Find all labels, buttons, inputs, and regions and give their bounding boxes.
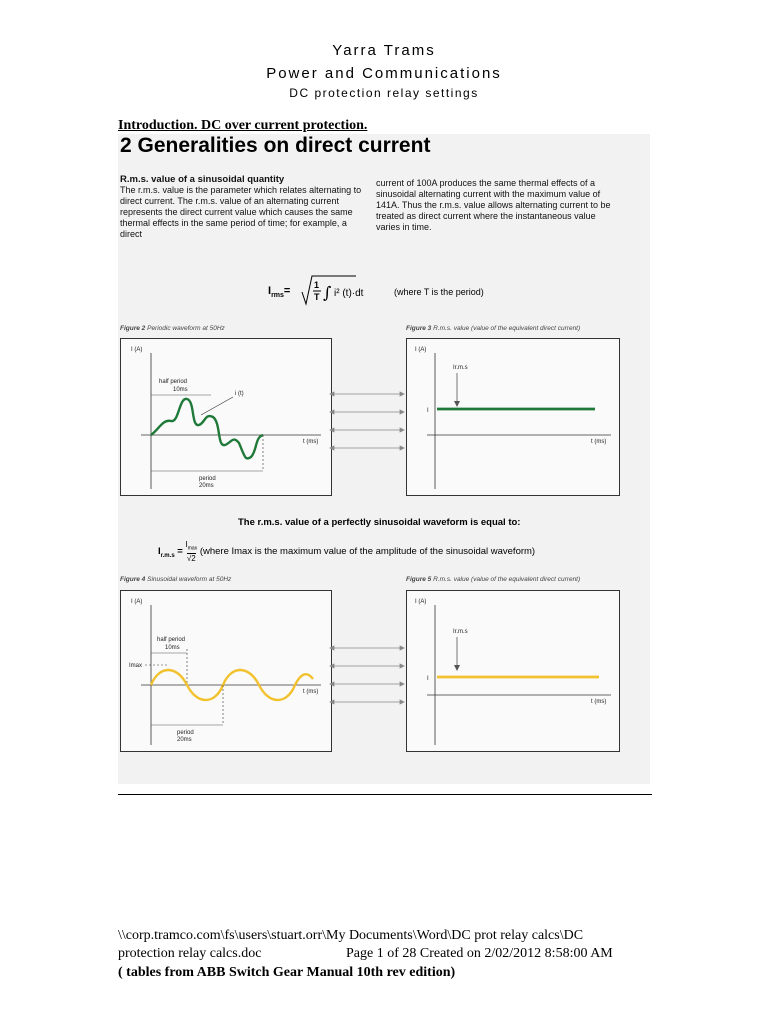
svg-text:Irms=: $I_{rms}=$ <box>268 285 291 299</box>
svg-text:i² (t)·dt: i² (t)·dt <box>334 288 364 299</box>
rms-sentence: The r.m.s. value of a perfectly sinusoidal waveform is equal to: <box>238 517 521 528</box>
footer-page-info <box>118 946 678 962</box>
half-period-value: 10ms <box>165 645 180 651</box>
left-paragraph: The r.m.s. value is the parameter which relates alternating to direct current. The r.m.s. value of an alternating current represents the direct current value which causes the same thermal effects in the same period of time; for example, a direct <box>120 185 362 239</box>
period-label: period <box>199 476 216 482</box>
intro-heading: Introduction. DC over current protection. <box>118 118 368 133</box>
rms-equivalent-plot-yellow <box>406 590 620 752</box>
figure-4-caption: Figure 4 Sinusoidal waveform at 50Hz <box>120 576 232 583</box>
y-axis-label: I (A) <box>131 347 143 353</box>
x-axis-label: t (ms) <box>591 439 607 445</box>
svg-text:∫: ∫ <box>323 283 332 302</box>
footer-page-created: Page 1 of 28 Created on 2/02/2012 8:58:00 AM <box>346 946 613 961</box>
right-paragraph: current of 100A produces the same thermal effects of a sinusoidal alternating current with the maximum value of 141A. Thus the r.m.s. value allows alternating current to be treated as direct current where the instantaneous value varies in time. <box>376 178 611 232</box>
svg-text:1: 1 <box>314 280 320 290</box>
x-axis-label: t (ms) <box>303 689 319 695</box>
half-period-label: half period <box>157 637 186 643</box>
figure-3-caption: Figure 3 R.m.s. value (value of the equivalent direct current) <box>406 325 581 332</box>
i-label: I <box>427 408 429 414</box>
period-label: period <box>177 730 194 736</box>
subheading: R.m.s. value of a sinusoidal quantity <box>120 174 285 185</box>
half-period-label: half period <box>159 379 188 385</box>
x-axis-label: t (ms) <box>303 439 319 445</box>
header-company: Yarra Trams <box>332 42 436 59</box>
footer-file-path: \\corp.tramco.com\fs\users\stuart.orr\My Documents\Word\DC prot relay calcs\DC <box>118 928 584 943</box>
figure-title: 2 Generalities on direct current <box>120 134 431 157</box>
svg-text:T: T <box>314 292 320 302</box>
imax-label: Imax <box>129 663 143 669</box>
figure-5-caption: Figure 5 R.m.s. value (value of the equivalent direct current) <box>406 576 581 583</box>
footer-source-note: ( tables from ABB Switch Gear Manual 10th rev edition) <box>118 965 456 980</box>
half-period-value: 10ms <box>173 387 188 393</box>
y-axis-label: I (A) <box>415 347 427 353</box>
footer-divider <box>118 794 652 795</box>
x-axis-label: t (ms) <box>591 699 607 705</box>
i-label: I <box>427 676 429 682</box>
figure-2-caption: Figure 2 Periodic waveform at 50Hz <box>120 325 225 332</box>
footer-filename: protection relay calcs.doc <box>118 946 262 961</box>
header-department: Power and Communications <box>266 65 502 82</box>
irms-label: Ir.m.s <box>453 629 468 635</box>
period-value: 20ms <box>199 483 214 489</box>
imax-formula: $I_{r.m.s} = I_{max}$ √2 (where Imax is the maximum value of the amplitude of the sinusoidal waveform) <box>158 540 536 563</box>
y-axis-label: I (A) <box>415 599 427 605</box>
period-note: (where T is the period) <box>394 287 484 297</box>
irms-label: Ir.m.s <box>453 365 468 371</box>
i-t-label: i (t) <box>235 391 244 397</box>
y-axis-label: I (A) <box>131 599 143 605</box>
header-document-subject: DC protection relay settings <box>289 86 479 100</box>
period-value: 20ms <box>177 737 192 743</box>
abb-manual-figure <box>118 134 650 784</box>
